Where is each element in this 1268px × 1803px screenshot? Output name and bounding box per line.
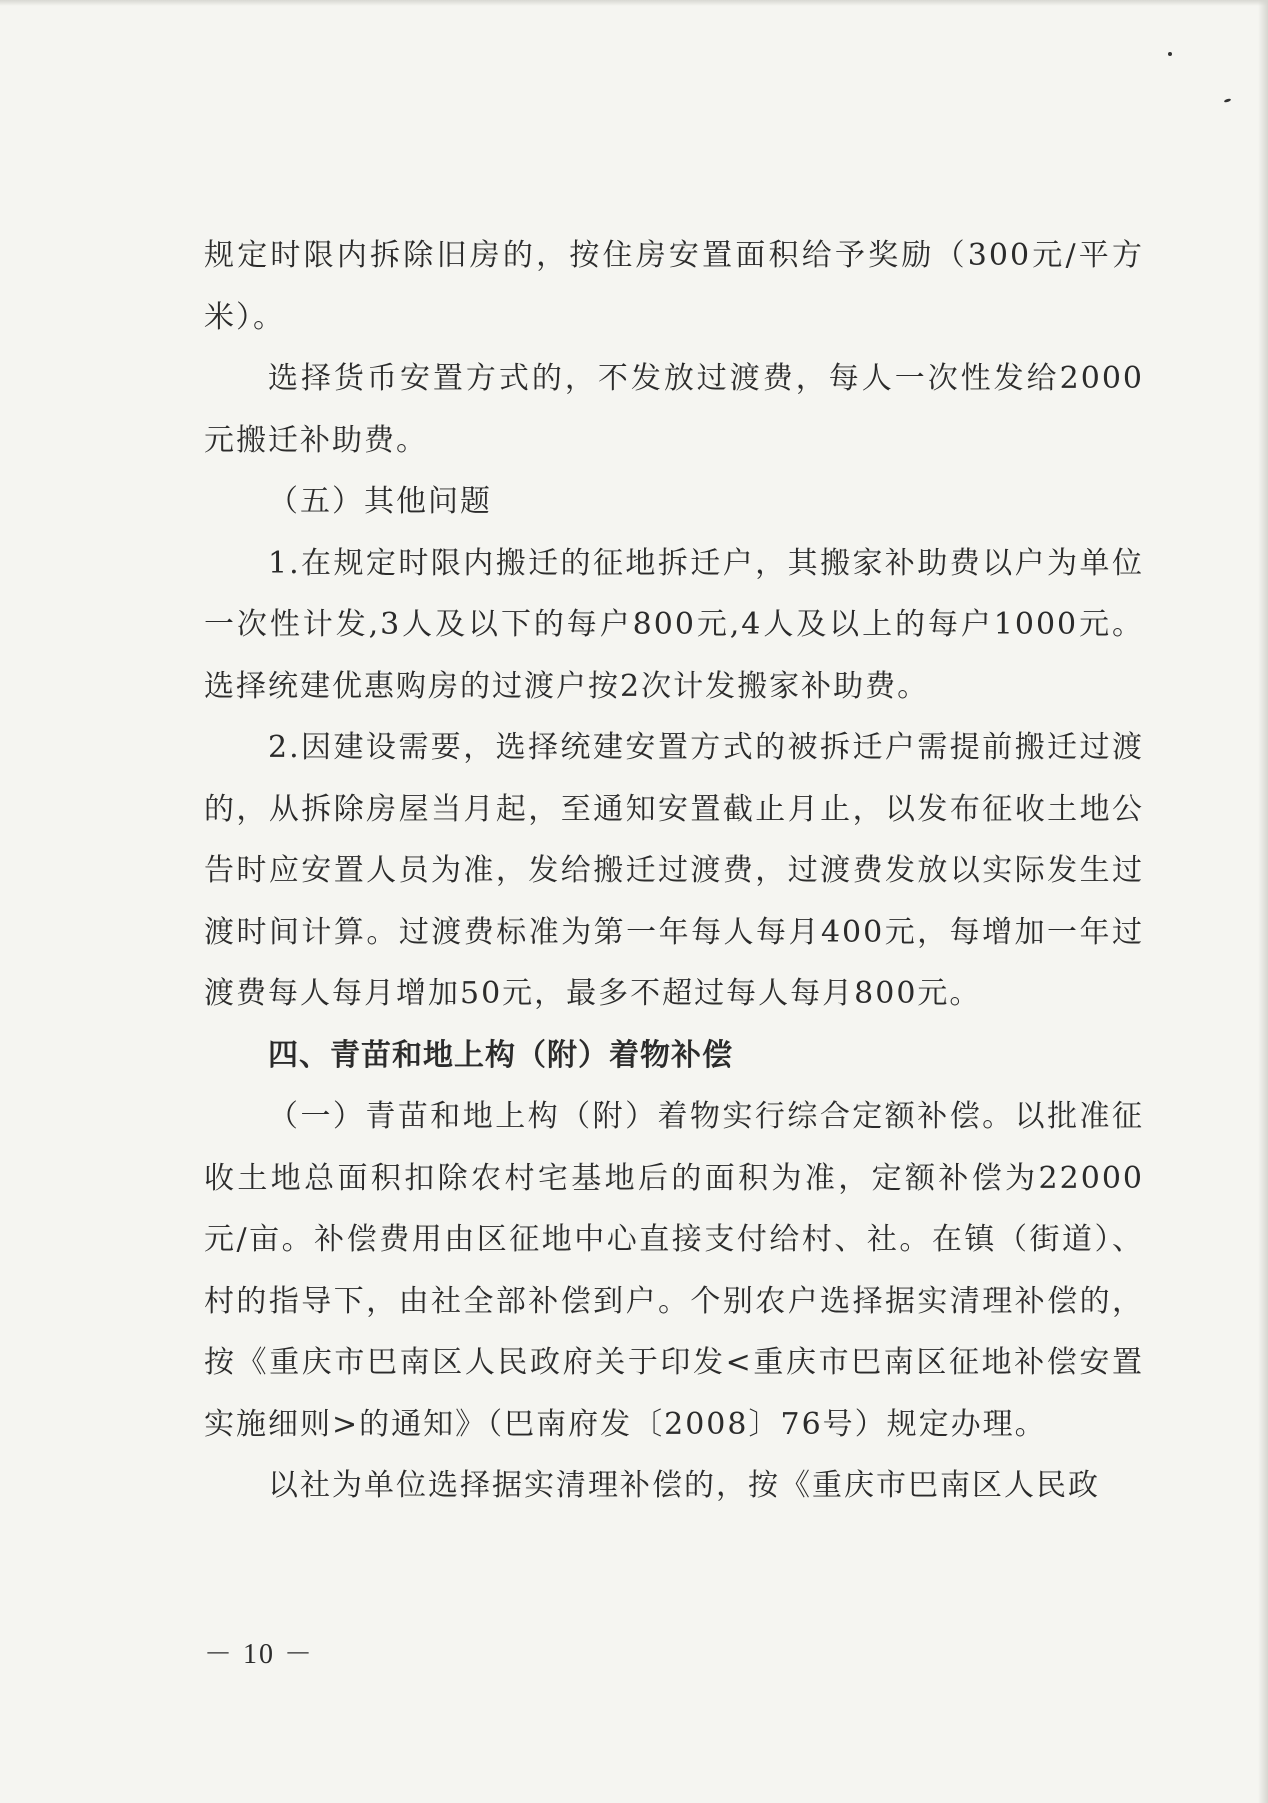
paragraph-community-compensation: 以社为单位选择据实清理补偿的，按《重庆市巴南区人民政 — [268, 1468, 1100, 1503]
paragraph-reward: 规定时限内拆除旧房的，按住房安置面积给予奖励（300元/平方米）。 — [204, 238, 1144, 335]
paragraph-moving-subsidy: 1.在规定时限内搬迁的征地拆迁户，其搬家补助费以户为单位一次性计发,3人及以下的每户800元,4人及以上的每户1000元。选择统建优惠购房的过渡户按2次计发搬家补助费。 — [204, 545, 1144, 704]
subheading-other-issues: （五）其他问题 — [268, 484, 492, 519]
scan-speck — [1168, 52, 1172, 56]
document-body — [204, 225, 1144, 1517]
paragraph-fixed-compensation: （一）青苗和地上构（附）着物实行综合定额补偿。以批准征收土地总面积扣除农村宅基地后的面积为准，定额补偿为22000元/亩。补偿费用由区征地中心直接支付给村、社。在镇（街道）、村的指导下，由社全部补偿到户。个别农户选择据实清理补偿的，按《重庆市巴南区人民政府关于印发<重庆市巴南区征地补偿安置实施细则>的通知》（巴南府发〔2008〕76号）规定办理。 — [204, 1099, 1144, 1442]
paragraph-monetary-resettlement: 选择货币安置方式的，不发放过渡费，每人一次性发给2000元搬迁补助费。 — [204, 361, 1144, 458]
scan-right-edge — [1258, 0, 1268, 1803]
section-heading-crops-compensation: 四、青苗和地上构（附）着物补偿 — [268, 1037, 733, 1073]
scan-top-edge — [0, 0, 1268, 6]
paragraph-transition-fee: 2.因建设需要，选择统建安置方式的被拆迁户需提前搬迁过渡的，从拆除房屋当月起，至通知安置截止月止，以发布征收土地公告时应安置人员为准，发给搬迁过渡费，过渡费发放以实际发生过渡时间计算。过渡费标准为第一年每人每月400元，每增加一年过渡费每人每月增加50元，最多不超过每人每月800元。 — [204, 730, 1144, 1011]
scan-speck — [1224, 98, 1232, 103]
page-number: － 10 － — [204, 1639, 315, 1670]
